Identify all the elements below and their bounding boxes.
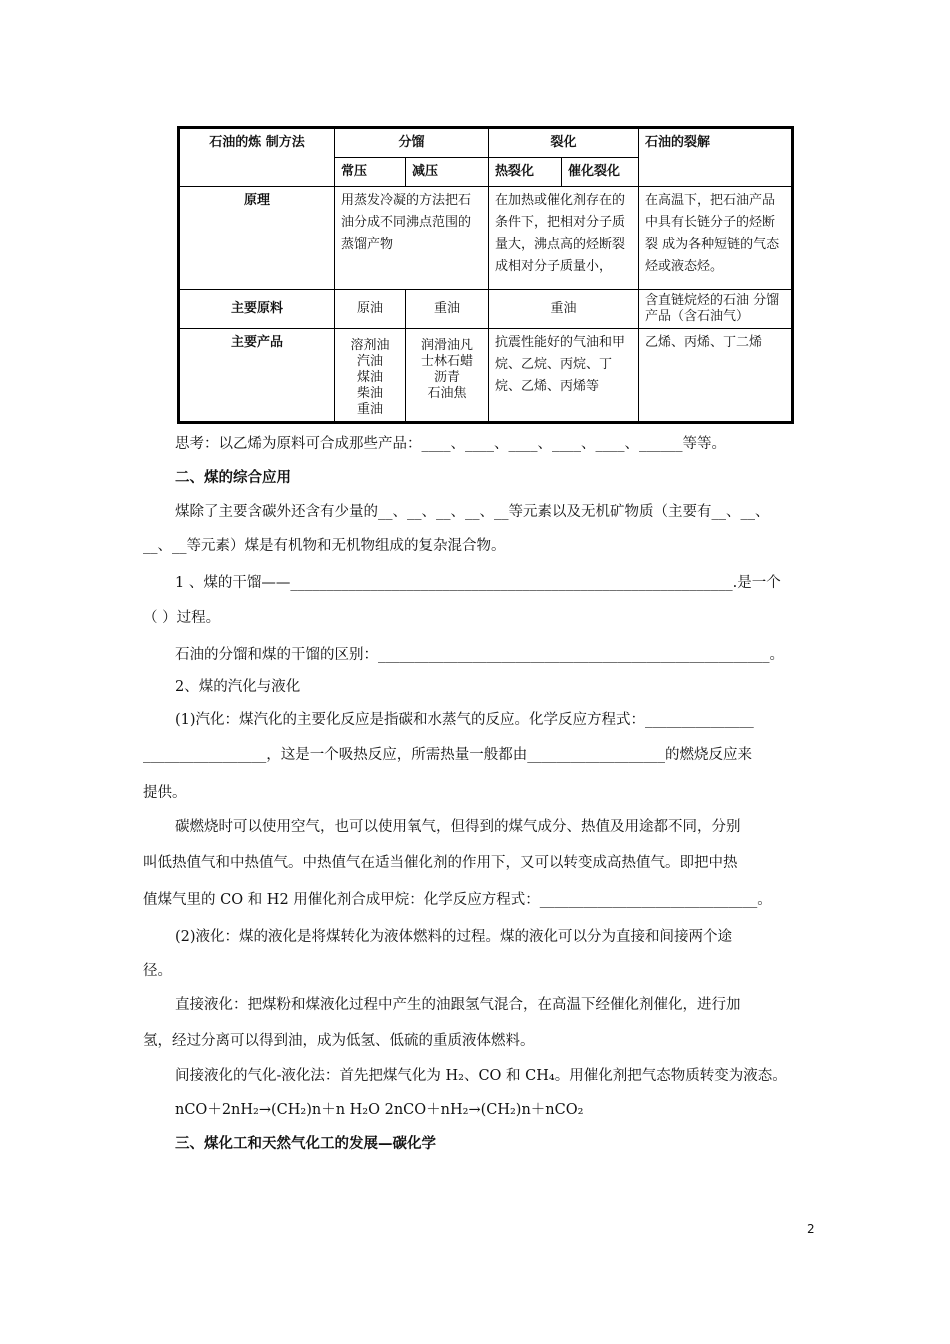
burning-line-2: 叫低热值气和中热值气。中热值气在适当催化剂的作用下，又可以转变成高热值气。即把中热 — [143, 855, 738, 871]
think-question: 思考：以乙烯为原料可合成那些产品：____、____、____、____、____、______等等。 — [175, 436, 726, 452]
header-atmospheric: 常压 — [335, 158, 406, 187]
row-label-principle: 原理 — [179, 187, 335, 290]
row-label-material: 主要原料 — [179, 290, 335, 329]
product-vacuum-cell — [406, 329, 489, 423]
header-pyrolysis: 石油的裂解 — [639, 128, 793, 187]
direct-liquefaction-line-2: 氢，经过分离可以得到油，成为低氢、低硫的重质液体燃料。 — [143, 1033, 535, 1049]
material-cracking: 重油 — [489, 290, 639, 329]
material-atmospheric: 原油 — [335, 290, 406, 329]
petroleum-refining-table — [177, 126, 794, 424]
product-item: 石油焦 — [427, 386, 467, 401]
coal-paragraph-line-2: __、__等元素）煤是有机物和无机物组成的复杂混合物。 — [143, 538, 506, 554]
reaction-equations: nCO＋2nH₂→(CH₂)n＋n H₂O 2nCO＋nH₂→(CH₂)n＋nCO₂ — [175, 1102, 584, 1118]
section-heading-carbon-chemistry: 三、煤化工和天然气化工的发展—碳化学 — [175, 1136, 436, 1152]
principle-pyrolysis: 在高温下，把石油产品中具有长链分子的烃断裂 成为各种短链的气态烃或液态烃。 — [639, 187, 793, 290]
product-item: 润滑油凡 — [420, 338, 473, 353]
header-vacuum: 减压 — [406, 158, 489, 187]
section-heading-coal: 二、煤的综合应用 — [175, 470, 291, 486]
material-pyrolysis: 含直链烷烃的石油 分馏产品（含石油气） — [639, 290, 793, 329]
product-cracking: 抗震性能好的气油和甲烷、乙烷、丙烷、丁烷、乙烯、丙烯等 — [489, 329, 639, 423]
gasification-heading: 2、煤的汽化与液化 — [175, 679, 301, 695]
row-label-product: 主要产品 — [179, 329, 335, 423]
burning-line-3: 值煤气里的 CO 和 H2 用催化剂合成甲烷：化学反应方程式：______________________________。 — [143, 892, 772, 908]
page-number: 2 — [807, 1222, 815, 1236]
header-catalytic: 催化裂化 — [562, 158, 639, 187]
dry-distillation-line-1: 1 、煤的干馏——_____________________________________________________________.是一个 — [175, 575, 781, 591]
indirect-liquefaction: 间接液化的气化-液化法：首先把煤气化为 H₂、CO 和 CH₄。用催化剂把气态物质转变为液态。 — [175, 1068, 787, 1084]
header-cracking: 裂化 — [489, 128, 639, 158]
table-row-principle — [179, 187, 793, 290]
product-atmospheric-cell — [335, 329, 406, 423]
product-item: 柴油 — [356, 386, 383, 401]
product-item: 汽油 — [356, 354, 383, 369]
header-thermal: 热裂化 — [489, 158, 562, 187]
gasification-line-3: 提供。 — [143, 785, 187, 801]
direct-liquefaction-line-1: 直接液化：把煤粉和煤液化过程中产生的油跟氢气混合，在高温下经催化剂催化，进行加 — [175, 997, 741, 1013]
product-item: 士林石蜡 — [420, 354, 473, 369]
burning-line-1: 碳燃烧时可以使用空气，也可以使用氧气，但得到的煤气成分、热值及用途都不同，分别 — [175, 819, 741, 835]
liquefaction-line-2: 径。 — [143, 963, 172, 979]
product-pyrolysis: 乙烯、丙烯、丁二烯 — [639, 329, 793, 423]
principle-distillation: 用蒸发冷凝的方法把石油分成不同沸点范围的蒸馏产物 — [335, 187, 489, 290]
gasification-line-2: _________________，这是一个吸热反应，所需热量一般都由___________________的燃烧反应来 — [143, 747, 752, 763]
difference-question: 石油的分馏和煤的干馏的区别：______________________________________________________。 — [175, 647, 784, 663]
coal-paragraph-line-1: 煤除了主要含碳外还含有少量的__、__、__、__、__等元素以及无机矿物质（主要有__、__、 — [175, 504, 770, 520]
gasification-line-1: (1)汽化：煤汽化的主要化反应是指碳和水蒸气的反应。化学反应方程式：_______________ — [175, 712, 754, 728]
dry-distillation-line-2: （ ）过程。 — [143, 610, 221, 626]
product-item: 溶剂油 — [350, 338, 390, 353]
header-distillation: 分馏 — [335, 128, 489, 158]
table-row-product — [179, 329, 793, 423]
header-method: 石油的炼 制方法 — [179, 128, 335, 187]
table-header-row — [179, 128, 793, 158]
table-row-material — [179, 290, 793, 329]
liquefaction-line-1: (2)液化：煤的液化是将煤转化为液体燃料的过程。煤的液化可以分为直接和间接两个途 — [175, 929, 733, 945]
product-item: 煤油 — [356, 370, 383, 385]
material-vacuum: 重油 — [406, 290, 489, 329]
principle-cracking: 在加热或催化剂存在的条件下，把相对分子质量大，沸点高的烃断裂成相对分子质量小， — [489, 187, 639, 290]
product-item: 重油 — [356, 402, 383, 417]
product-item: 沥青 — [433, 370, 460, 385]
